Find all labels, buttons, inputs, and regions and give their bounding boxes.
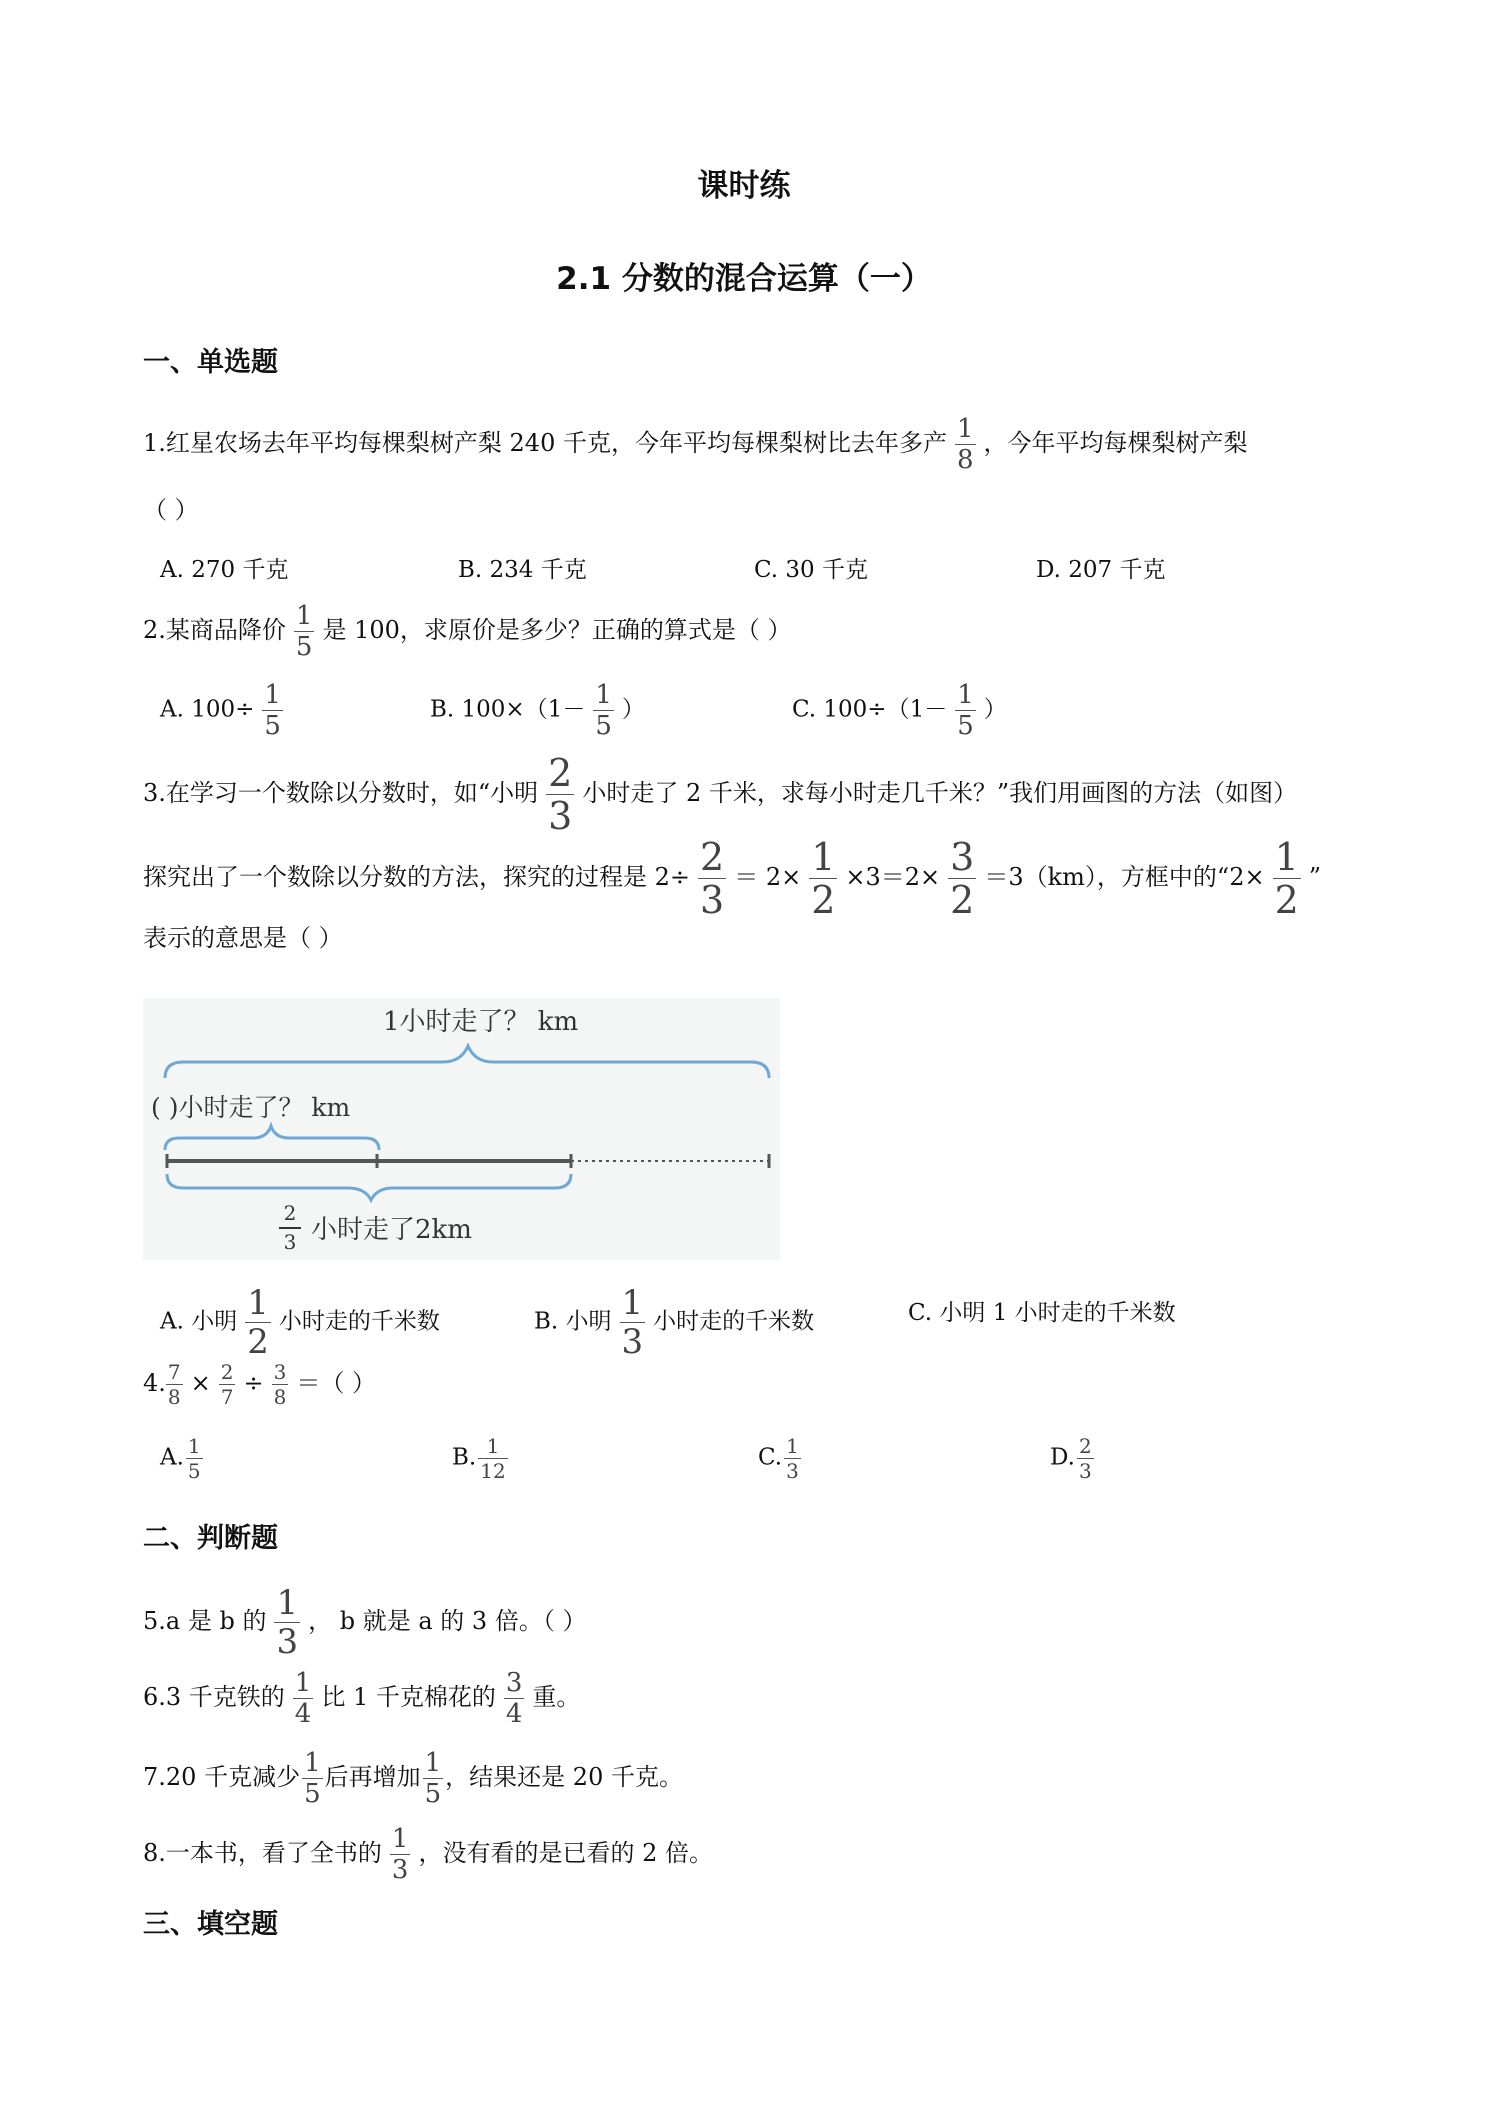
option-b[interactable]: B. 小明 $\frac{1}{3}$ 小时走的千米数 bbox=[534, 1283, 815, 1362]
option-b[interactable]: B. 100×（1－ $\frac{1}{5}$ ） bbox=[430, 680, 645, 741]
option-a[interactable]: A. $\frac{1}{5}$ bbox=[160, 1434, 201, 1483]
fraction: $\frac{3}{4}$ bbox=[505, 1668, 523, 1729]
fraction: $\frac{2}{3}$ bbox=[700, 835, 725, 922]
question-6: 6.3 千克铁的 $\frac{1}{4}$ 比 1 千克棉花的 $\frac{3}{4}$ 重。 bbox=[143, 1668, 581, 1729]
fraction: $\frac{1}{3}$ bbox=[621, 1283, 644, 1362]
diagram-fraction-denominator: 3 bbox=[283, 1230, 297, 1254]
fraction: $\frac{1}{2}$ bbox=[1274, 835, 1299, 922]
question-3-line-3: 表示的意思是（ ） bbox=[143, 924, 343, 952]
page-title: 课时练 bbox=[697, 168, 791, 204]
option-a[interactable]: A. 小明 $\frac{1}{2}$ 小时走的千米数 bbox=[160, 1283, 440, 1362]
option-b[interactable]: B. $\frac{1}{12}$ bbox=[452, 1434, 506, 1483]
diagram-mid-label: ( )小时走了？ km bbox=[151, 1093, 351, 1122]
option-c[interactable]: C. 30 千克 bbox=[754, 557, 868, 583]
option-b[interactable]: B. 234 千克 bbox=[458, 557, 587, 583]
question-3-line-1: 3.在学习一个数除以分数时，如“小明 $\frac{2}{3}$ 小时走了 2 千米，求每小时走几千米？”我们用画图的方法（如图） bbox=[143, 751, 1298, 838]
option-c[interactable]: C. 小明 1 小时走的千米数 bbox=[908, 1300, 1176, 1326]
page-subtitle: 2.1 分数的混合运算（一） bbox=[556, 261, 932, 297]
fraction: $\frac{2}{3}$ bbox=[548, 751, 573, 838]
diagram-top-label: 1小时走了？ km bbox=[383, 1007, 579, 1037]
option-a[interactable]: A. 100÷ $\frac{1}{5}$ bbox=[160, 680, 281, 741]
fraction: $\frac{2}{3}$ bbox=[1078, 1434, 1092, 1483]
diagram-fraction-numerator: 2 bbox=[283, 1201, 297, 1225]
fraction: $\frac{2}{7}$ bbox=[220, 1360, 234, 1409]
question-3-line-2: 探究出了一个数除以分数的方法，探究的过程是 2÷ $\frac{2}{3}$ ＝ 2× $\frac{1}{2}$ ×3＝2× $\frac{3}{2}$ ＝3（km），方框中的“2× $\frac{1}{2}$ ” bbox=[143, 835, 1322, 922]
fraction: $\frac{1}{5}$ bbox=[264, 680, 281, 741]
question-2-text: 2.某商品降价 bbox=[143, 616, 286, 644]
fraction: $\frac{1}{3}$ bbox=[276, 1583, 299, 1662]
section-heading-fill-in: 三、填空题 bbox=[143, 1909, 278, 1940]
fraction: $\frac{1}{4}$ bbox=[294, 1668, 312, 1729]
fraction: $\frac{7}{8}$ bbox=[167, 1360, 181, 1409]
question-4: 4. $\frac{7}{8}$ × $\frac{2}{7}$ ÷ $\frac{3}{8}$ ＝（ ） bbox=[143, 1360, 376, 1409]
question-1 bbox=[143, 416, 1248, 473]
question-1-text-tail: ，今年平均每棵梨树产梨 bbox=[983, 429, 1248, 457]
diagram-bottom-label: 小时走了2km bbox=[311, 1215, 472, 1245]
fraction: $\frac{3}{8}$ bbox=[273, 1360, 287, 1409]
option-d[interactable]: D. $\frac{2}{3}$ bbox=[1050, 1434, 1092, 1483]
fraction: $\frac{1}{5}$ bbox=[595, 680, 612, 741]
fraction: $\frac{1}{5}$ bbox=[295, 601, 313, 662]
option-d[interactable]: D. 207 千克 bbox=[1036, 557, 1166, 583]
question-2 bbox=[143, 603, 792, 660]
fraction: $\frac{1}{12}$ bbox=[480, 1434, 506, 1483]
fraction: $\frac{1}{5}$ bbox=[304, 1748, 321, 1809]
fraction: $\frac{1}{8}$ bbox=[956, 414, 974, 475]
question-5: 5.a 是 b 的 $\frac{1}{3}$ ， b 就是 a 的 3 倍。（ ） bbox=[143, 1583, 587, 1662]
question-7: 7.20 千克减少 $\frac{1}{5}$ 后再增加 $\frac{1}{5}$ ，结果还是 20 千克。 bbox=[143, 1748, 683, 1809]
fraction: $\frac{1}{3}$ bbox=[786, 1434, 799, 1483]
option-a[interactable]: A. 270 千克 bbox=[160, 557, 289, 583]
option-c[interactable]: C. $\frac{1}{3}$ bbox=[758, 1434, 799, 1483]
question-1-text: 1.红星农场去年平均每棵梨树产梨 240 千克，今年平均每棵梨树比去年多产 bbox=[143, 429, 947, 457]
fraction: $\frac{1}{5}$ bbox=[424, 1748, 442, 1809]
section-heading-true-false: 二、判断题 bbox=[143, 1523, 278, 1554]
section-heading-single-choice: 一、单选题 bbox=[143, 347, 278, 378]
distance-diagram bbox=[143, 998, 780, 1260]
fraction: $\frac{1}{5}$ bbox=[187, 1434, 201, 1483]
question-8: 8.一本书，看了全书的 $\frac{1}{3}$ ，没有看的是已看的 2 倍。 bbox=[143, 1824, 713, 1885]
fraction: $\frac{3}{2}$ bbox=[950, 835, 975, 922]
question-2-text-tail: 是 100，求原价是多少？正确的算式是（ ） bbox=[322, 616, 792, 644]
fraction: $\frac{1}{2}$ bbox=[247, 1283, 269, 1362]
fraction: $\frac{1}{2}$ bbox=[811, 835, 836, 922]
fraction: $\frac{1}{5}$ bbox=[957, 680, 974, 741]
option-c[interactable]: C. 100÷（1－ $\frac{1}{5}$ ） bbox=[792, 680, 1007, 741]
fraction: $\frac{1}{3}$ bbox=[391, 1824, 409, 1885]
question-1-blank: （ ） bbox=[143, 496, 199, 524]
